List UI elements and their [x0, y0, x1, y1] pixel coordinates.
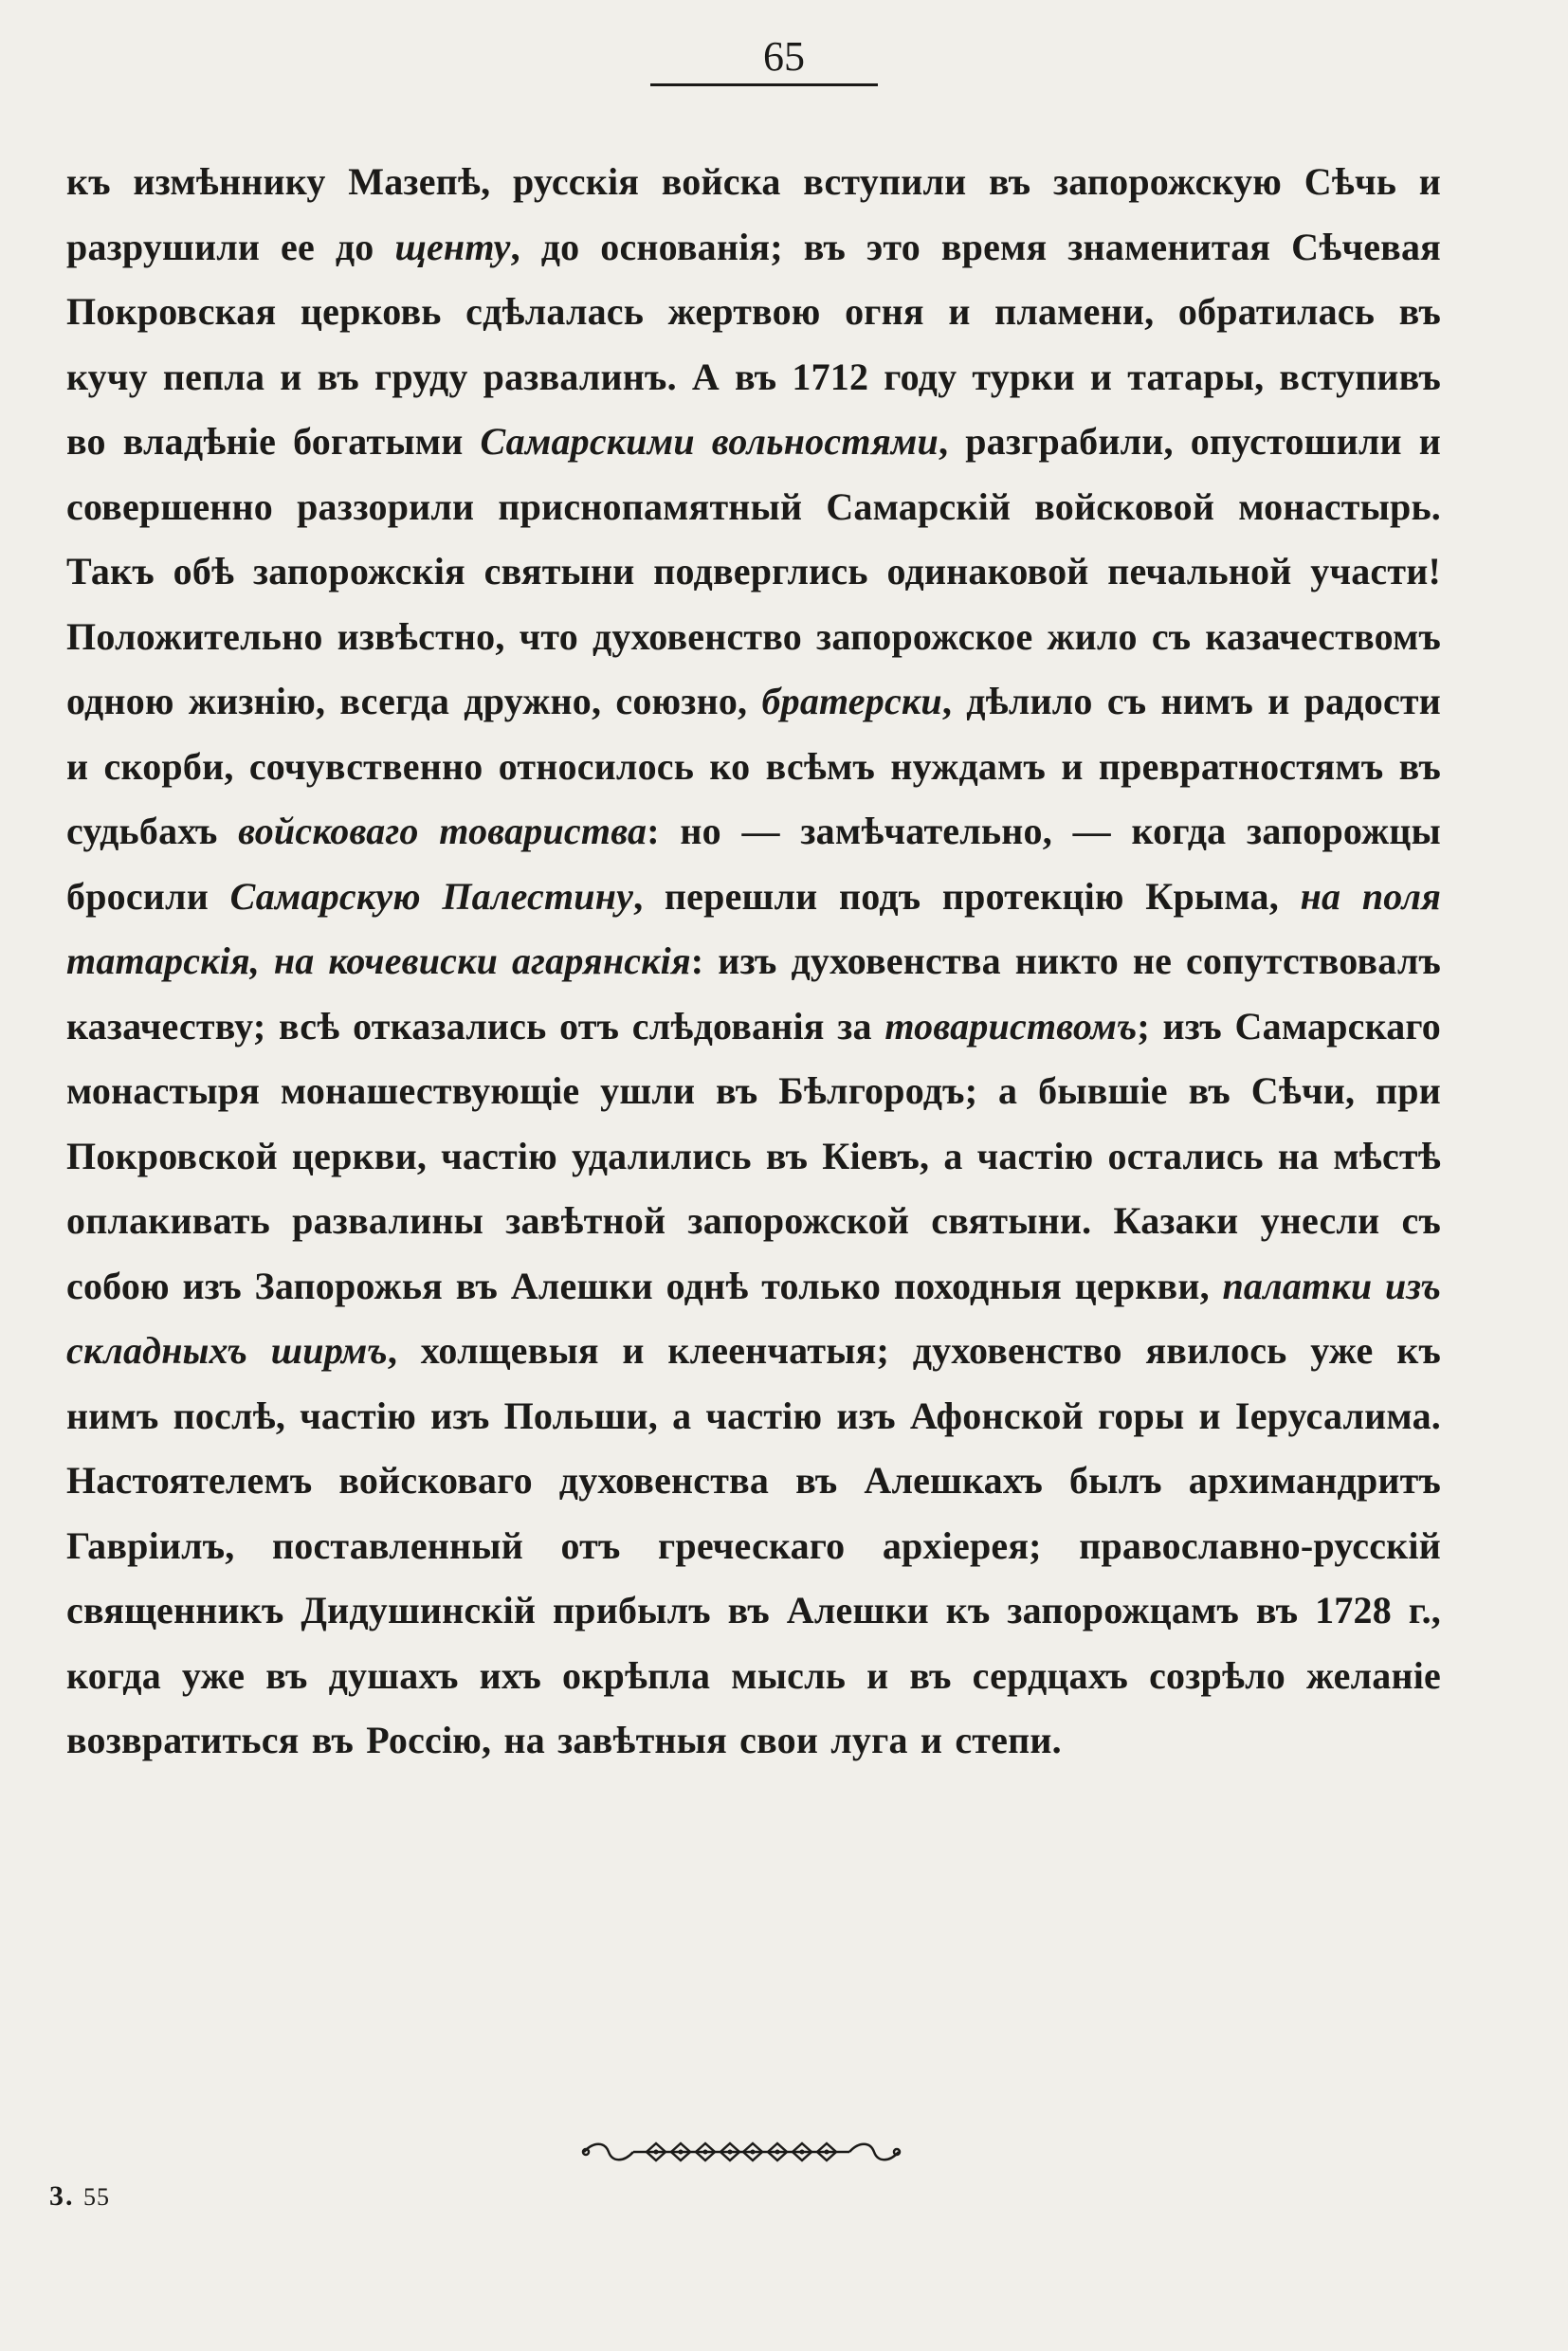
- signature-letter: 3.: [49, 2180, 75, 2212]
- body-text-run: : изъ духовенства никто не сопутствовалъ казачеству; всѣ отказались отъ слѣдованія за: [66, 939, 1441, 1048]
- body-text-run: , перешли подъ протекцію Крыма,: [633, 874, 1301, 918]
- body-text-run: къ измѣннику Мазепѣ, русскія войска вступили въ запорожскую Сѣчь и разрушили ее до: [66, 160, 1441, 268]
- emphasis-text: Самарскими вольностями: [480, 420, 939, 463]
- body-text-run: , холщевыя и клеенчатыя; духовенство явилось уже къ нимъ послѣ, частію изъ Польши, а частію изъ Афонской горы и Іерусалима. Настоятелемъ войсковаго духовенства въ Алешкахъ былъ архимандритъ Гавріилъ, поставленный отъ греческаго архіерея; православно-русскій священникъ Дидушинскій прибылъ въ Алешки къ запорожцамъ въ 1728 г., когда уже въ душахъ ихъ окрѣпла мысль и въ сердцахъ созрѣло желаніе возвратиться въ Россію, на завѣтныя свои луга и степи.: [66, 1329, 1441, 1761]
- page-number: 65: [763, 33, 805, 80]
- emphasis-text: щенту: [394, 225, 511, 268]
- body-text-run: , до основанія; въ это время знаменитая Сѣчевая Покровская церковь сдѣлалась жертвою огня и пламени, обратилась въ кучу пепла и въ груду развалинъ. А въ 1712 году турки и татары, вступивъ во владѣніе богатыми: [66, 225, 1442, 463]
- ornament-divider-icon: [580, 2138, 903, 2166]
- body-paragraph: [66, 150, 1441, 1774]
- emphasis-text: войсковаго товариства: [238, 810, 647, 852]
- body-text-run: : но — замѣчательно, — когда запорожцы бросили: [66, 810, 1441, 918]
- body-text-run: ; изъ Самарскаго монастыря монашествующіе ушли въ Бѣлгородъ; а бывшіе въ Сѣчи, при Покровской церкви, частію удалились въ Кіевъ, а частію остались на мѣстѣ оплакивать развалины завѣтной запорожской святыни. Казаки унесли съ собою изъ Запорожья въ Алешки однѣ только походныя церкви,: [66, 1004, 1442, 1307]
- emphasis-text: товариствомъ: [884, 1004, 1138, 1048]
- emphasis-text: Самарскую Палестину: [229, 874, 634, 918]
- printer-signature-mark: [49, 2180, 110, 2213]
- header-rule: [650, 83, 878, 86]
- body-text-run: , дѣлило съ нимъ и радости и скорби, сочувственно относилось ко всѣмъ нуждамъ и превратностямъ въ судьбахъ: [66, 680, 1441, 852]
- body-text-run: , разграбили, опустошили и совершенно раззорили приснопамятный Самарскій войсковой монастырь. Такъ обѣ запорожскія святыни подверглись одинаковой печальной участи! Положительно извѣстно, что духовенство запорожское жило съ казачествомъ одною жизнію, всегда дружно, союзно,: [66, 420, 1441, 722]
- page-header: [0, 28, 1568, 85]
- sheet-number: 55: [83, 2183, 110, 2211]
- emphasis-text: на поля татарскія, на кочевиски агарянскія: [66, 874, 1442, 982]
- emphasis-text: палатки изъ складныхъ ширмъ: [66, 1264, 1441, 1372]
- emphasis-text: братерски: [761, 680, 942, 722]
